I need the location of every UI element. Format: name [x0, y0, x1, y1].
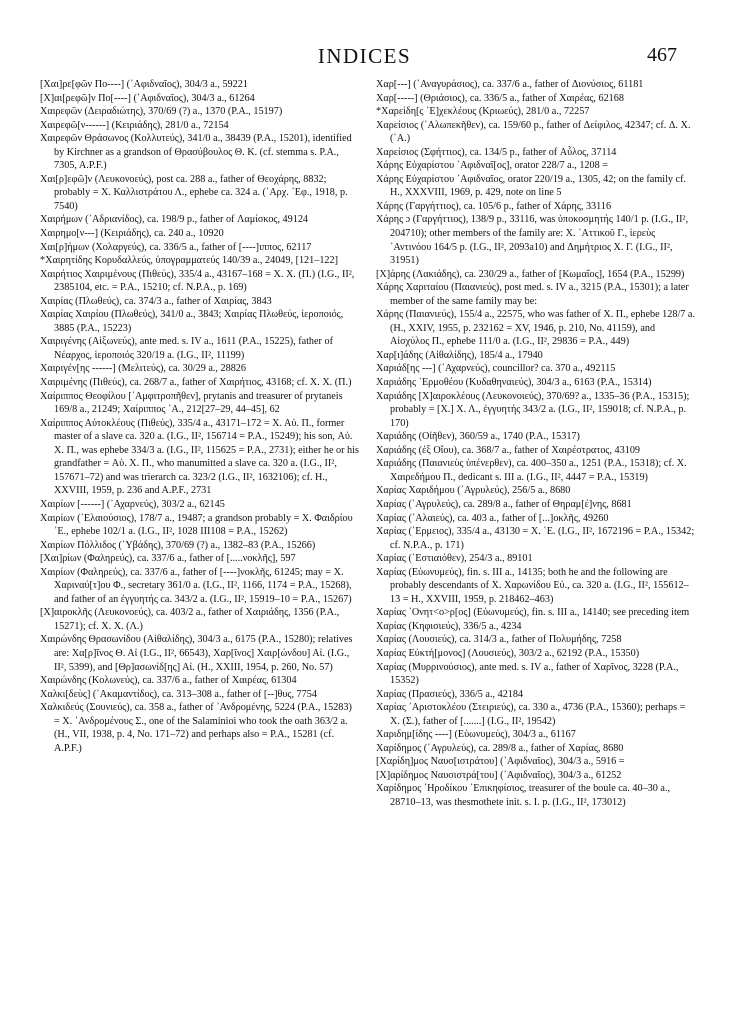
index-entry: Χαιρημο[ν---] (Κειριάδης), ca. 240 a., 10920: [40, 228, 224, 240]
index-entry: Χαρ[-----] (Θριάσιος), ca. 336/5 a., father of Χαιρέας, 62168: [376, 92, 624, 104]
index-entry: Χαρίας (Μυρρινούσιος), ante med. s. IV a., father of Χαρῖνος, 3228 (P.A., 15352): [376, 661, 679, 687]
index-entry: Χαριάδης ῾Ερμοθέου (Κυδαθηναιεύς), 304/3 a., 6163 (P.A., 15314): [376, 377, 652, 389]
index-entry: Χαρείσιος (᾿Αλωπεκῆθεν), ca. 159/60 p., father of Δείφιλος, 42347; cf. Δ. Χ. (᾿Α.): [376, 119, 691, 145]
index-entry: Χάρης Εὐχαρίστου ᾿Αφιδναῖ[ος], orator 228/7 a., 1208 =: [376, 160, 608, 172]
index-entry: Χαιρώνδης (Κολωνεύς), ca. 337/6 a., father of Χαιρέας, 61304: [40, 675, 297, 687]
index-entry: Χαιρήμων (᾿Αδριανίδος), ca. 198/9 p., father of Λαμίσκος, 49124: [40, 214, 309, 226]
index-entry: Χαριδημ[ίδης ----] (Εὐωνυμεύς), 304/3 a., 61167: [376, 729, 576, 741]
index-entry: Χαιρεφῶν Θράσωνος (Κολλυτεύς), 341/0 a., 38439 (P.A., 15201), identified by Kirchner as a grandson of Θρασύβουλος Θ. Κ. (cf. stemma s. P.A., 7305, A.P.F.): [40, 133, 352, 172]
index-entry: [Χ]αιροκλῆς (Λευκονοεύς), ca. 403/2 a., father of Χαιριάδης, 1356 (P.A., 15271); cf. Χ. Χ. (Λ.): [40, 607, 340, 632]
index-entry: Χαρίας Χαριδήμου (᾿Αγρυλεύς), 256/5 a., 8680: [376, 485, 571, 497]
index-entry: [Χ]αι[ρεφῶ]ν Πο[----] (᾿Αφιδναῖος), 304/3 a., 61264: [40, 92, 255, 104]
index-entry: Χάρης (Παιανιεύς), 155/4 a., 22575, who was father of Χ. Π., ephebe 128/7 a. (H., XXIV, 1955, p. 232162 = XV, 1946, p. 210, No. 41159), and Αἰσχύλος Π., ephebe 111/0 a. (I.G., II², 29836 = P.A., 449): [376, 309, 695, 348]
index-entry: Χαιρίων [------] (᾿Αχαρνεύς), 303/2 a., 62145: [40, 498, 225, 510]
index-entry: Χαι[ρ]εφῶ]ν (Λευκονοεύς), post ca. 288 a., father of Θεοχάρης, 8832; probably = Χ. Καλλιστράτου Λ., ephebe ca. 324 a. (᾿Αρχ. ᾿Εφ., 1918, p. 7540): [40, 173, 348, 212]
index-entry: [Χ]άρης (Λακιάδης), ca. 230/29 a., father of [Κωμαΐος], 1654 (P.A., 15299): [376, 268, 685, 280]
index-entry: Χαριάδ[ης ---] (᾿Αχαρνεύς), councillor? ca. 370 a., 492115: [376, 363, 616, 375]
index-column-left: [40, 78, 360, 1013]
index-entry: Χάρης Χαριταίου (Παιανιεύς), post med. s. IV a., 3215 (P.A., 15301); a later member of the same family may be:: [376, 282, 689, 307]
index-entry: Χαιριμένης (Πιθεύς), ca. 268/7 a., father of Χαιρήτιος, 43168; cf. Χ. Χ. (Π.): [40, 377, 352, 389]
index-entry: Χαι[ρ]ήμων (Χολαργεύς), ca. 336/5 a., father of [----]ιππος, 62117: [40, 241, 312, 253]
index-entry: Χαριάδης [Χ]αιροκλέους (Λευκονοιεύς), 370/69? a., 1335–36 (P.A., 15315); probably = [Χ.] Χ. Λ., ἐγγυητής 343/2 a. (I.G., II², 159018; cf. N.P.A., p. 170): [376, 390, 690, 429]
index-entry: Χαιρίων Πόλλιδος (῾Υβάδης), 370/69 (?) a., 1382–83 (P.A., 15266): [40, 539, 316, 551]
index-entry: *Χαρείδη[ς ᾿Ε]χεκλέους (Κριωεύς), 281/0 a., 72257: [376, 106, 590, 118]
index-entry: Χαρίας Εὐκτή[μονος] (Λουσιεύς), 303/2 a., 62192 (P.A., 15350): [376, 647, 640, 659]
index-entry: [Χ]αρίδημος Ναυσιστρά[του] (᾿Αφιδναῖος), 304/3 a., 61252: [376, 769, 622, 781]
index-entry: [Χαρίδη]μος Ναυσ[ιστράτου] (᾿Αφιδναῖος), 304/3 a., 5916 =: [376, 756, 625, 768]
index-column-right: [376, 78, 696, 1013]
index-entry: Χαλκι[δεὺς] (᾿Ακαμαντίδος), ca. 313–308 a., father of [--]θυς, 7754: [40, 688, 317, 700]
index-entry: Χαρείσιος (Σφήττιος), ca. 134/5 p., father of Αὖλος, 37114: [376, 146, 617, 158]
index-entry: Χαιρεφῶν (Δειραδιώτης), 370/69 (?) a., 1370 (P.A., 15197): [40, 106, 283, 118]
index-entry: Χαιριγέν[ης ------] (Μελιτεύς), ca. 30/29 a., 28826: [40, 363, 246, 375]
index-entry: Χαιρίων (᾿Ελαιούσιος), 178/7 a., 19487; a grandson probably = Χ. Φαιδρίου ᾿Ε., ephebe 102/1 a. (I.G., II², 1028 III108 = P.A., 15262): [40, 512, 353, 538]
index-entry: Χαρίας (῾Εστιαιόθεν), 254/3 a., 89101: [376, 553, 533, 565]
index-entry: [Χαι]ρε[φῶν Πο----] (᾿Αφιδναῖος), 304/3 a., 59221: [40, 79, 248, 90]
index-entry: Χαιριγένης (Αἰξωνεύς), ante med. s. IV a., 1611 (P.A., 15225), father of Νέαρχος, ἱεροποιός 320/19 a. (I.G., II², 11199): [40, 336, 333, 361]
index-entry: Χαρίας (Λουσιεύς), ca. 314/3 a., father of Πολυμήδης, 7258: [376, 634, 622, 646]
index-entry: *Χαιρητίδης Κορυδαλλεύς, ὑπογραμματεύς 140/39 a., 24049, [121–122]: [40, 255, 339, 267]
index-entry: Χάρης Εὐχαρίστου ᾿Αφιδναῖος, orator 220/19 a., 1305, 42; on the family cf. H., XXXVIII, 1969, p. 429, note on line 5: [376, 173, 687, 199]
index-entry: Χαίριππος Αὐτοκλέους (Πιθεύς), 335/4 a., 43171–172 = Χ. Αὐ. Π., former master of a slave ca. 320 a. (I.G., II², 156714 = P.A., 15249); his son, Αὐ. Χ. Π., was ephebe 334/3 a. (I.G., II², 115625 = P.A., 2731); either he or his grandfather = Αὐ. Χ. Π., who manumitted a slave ca. 320 a. (I.G., II², 157671–72) and was trierarch ca. 323/2 (I.G., II², 1632106); cf. H., XXVIII, 1959, p. 236 and A.P.F., 2731: [40, 417, 359, 497]
index-entry: Χαλκιδεύς (Σουνιεύς), ca. 358 a., father of ᾿Ανδρομένης, 5224 (P.A., 15283) = Χ. ᾿Ανδρομένους Σ., one of the Salaminioi who took the oath 363/2 a. (H., VII, 1938, p. 4, No. 171–72) and perhaps also = P.A., 15281 (cf. A.P.F.): [40, 702, 352, 754]
index-entry: Χαιρίων (Φαληρεύς), ca. 337/6 a., father of [----]νοκλῆς, 61245; may = Χ. Χαριναύ[τ]ου Φ., secretary 361/0 a. (I.G., II², 1166, 1174 = P.A., 15268), and father of an ἐγγυητής ca. 343/2 a. (I.G., II², 15919–10 = P.A., 15267): [40, 566, 352, 605]
index-entry: Χάρης (Γαργήττιος), ca. 105/6 p., father of Χάρης, 33116: [376, 200, 612, 212]
index-entry: Χαριάδης (ἐξ Οἴου), ca. 368/7 a., father of Χαιρέστρατος, 43109: [376, 444, 641, 456]
index-entry: Χαρίδημος (᾿Αγρυλεύς), ca. 289/8 a., father of Χαρίας, 8680: [376, 742, 624, 754]
index-entry: Χαρ[ι]άδης (Αἰθαλίδης), 185/4 a., 17940: [376, 349, 543, 361]
page-number: 467: [647, 44, 677, 66]
index-entry: Χαρίδημος ῾Ηροδίκου ᾿Επικηφίσιος, treasurer of the boule ca. 40–30 a., 28710–13, was thesmothete init. s. I. p. (I.G., II², 173012): [376, 783, 671, 808]
page-title: INDICES: [317, 44, 412, 68]
index-entry: Χαρίας (Εὐωνυμεύς), fin. s. III a., 14135; both he and the following are probably descendants of Χ. Χαρωνίδου Εὐ., ca. 320 a. (I.G., II², 155612–13 = H., XXVIII, 1959, p. 218462–463): [376, 566, 689, 605]
index-entry: Χαρίας (᾿Αλαιεύς), ca. 403 a., father of [...]οκλῆς, 49260: [376, 512, 609, 524]
index-entry: [Χαι]ρίων (Φαληρεύς), ca. 337/6 a., father of [.....νοκλῆς], 597: [40, 553, 296, 565]
index-entry: Χαρίας (᾿Αγρυλεύς), ca. 289/8 a., father of Θηραμ[έ]νης, 8681: [376, 498, 632, 510]
index-entry: Χαρίας ᾿Ονητ<ο>ρ[ος] (Εὐωνυμεύς), fin. s. III a., 14140; see preceding item: [376, 607, 690, 619]
index-entry: Χαιρώνδης Θρασωνίδου (Αἰθαλίδης), 304/3 a., 6175 (P.A., 15280); relatives are: Χα[ρ]ῖνος Θ. Αἰ (I.G., II², 66543), Χαρ[ῖνος] Χαιρ[ώνδου] Αἰ. (I.G., II², 5399), and [Θρ]ασωνίδ[ης] Αἰ. (H., XXIII, 1954, p. 260, No. 57): [40, 634, 353, 673]
index-entry: Χαρίας (Κηφισιεύς), 336/5 a., 4234: [376, 620, 522, 632]
index-entry: Χαιρήτιος Χαιριμένους (Πιθεύς), 335/4 a., 43167–168 = Χ. Χ. (Π.) (I.G., II², 2385104, etc. = P.A., 15210; cf. N.P.A., p. 169): [40, 268, 355, 294]
index-entry: Χαιρεφῶ[ν------] (Κειριάδης), 281/0 a., 72154: [40, 119, 229, 131]
index-entry: Χαριάδης (Οἰῆθεν), 360/59 a., 1740 (P.A., 15317): [376, 431, 580, 443]
index-entry: Χαιρίας (Πλωθεύς), ca. 374/3 a., father of Χαιρίας, 3843: [40, 295, 272, 307]
index-entry: Χαρίας (῾Ερμειος), 335/4 a., 43130 = Χ. ῾Ε. (I.G., II², 1672196 = P.A., 15342; cf. N.P.A., p. 171): [376, 526, 695, 551]
index-entry: Χάρης ɔ (Γαργήττιος), 138/9 p., 33116, was ὑποκοσμητής 140/1 p. (I.G., II², 204710); other members of the family are: Χ. ᾿Αττικοῦ Γ., ἱερεὺς ᾿Αντινόου 164/5 p. (I.G., II², 2093a10) and Δημήτριος Χ. Γ. (I.G., II², 31951): [376, 214, 689, 267]
index-entry: Χαιρίας Χαιρίου (Πλωθεύς), 341/0 a., 3843; Χαιρίας Πλωθεύς, ἱεροποιός, 3885 (P.A., 15223): [40, 309, 344, 334]
index-entry: Χαριάδης (Παιανιεὺς ὑπένερθεν), ca. 400–350 a., 1251 (P.A., 15318); cf. Χ. Χαιρεδήμου Π., dedicant s. III a. (I.G., II², 4447 = P.A., 15319): [376, 458, 687, 483]
index-entry: Χαρ[---] (᾿Αναγυράσιος), ca. 337/6 a., father of Διονύσιος, 61181: [376, 79, 644, 90]
index-entry: Χαίριππος Θεοφίλου [᾿Αμφιτροπῆθεν], prytanis and treasurer of prytaneis 169/8 a., 21249; Χαίριππος ᾿Α., 212[27–29, 44–45], 62: [40, 390, 343, 416]
index-entry: Χαρίας ᾿Αριστοκλέου (Στειριεύς), ca. 330 a., 4736 (P.A., 15360); perhaps = Χ. (Σ.), father of [.......] (I.G., II², 19542): [376, 702, 686, 727]
index-entry: Χαρίας (Πρασιεύς), 336/5 a., 42184: [376, 688, 524, 700]
